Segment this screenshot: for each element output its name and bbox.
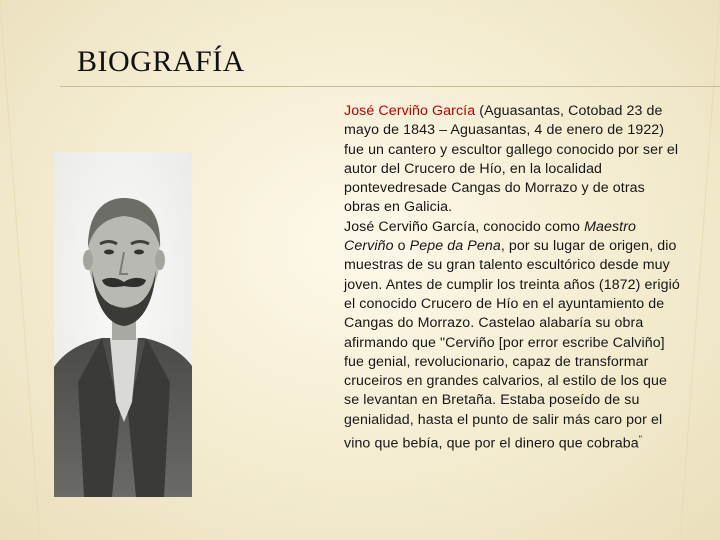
nickname-pepe: Pepe da Pena [409, 238, 501, 255]
closing-quote: " [638, 434, 643, 445]
bio-paragraph-1-text: (Aguasantas, Cotobad 23 de mayo de 1843 – Aguasantas, 4 de enero de 1922) fue un cantero y escultor gallego conocido por ser el autor del Crucero de Hío, en la localidad pontevedresade Cangas do Morrazo y de otras obras en Galicia. [344, 103, 679, 216]
bio-paragraph-2-text-b: o [393, 238, 410, 255]
bio-paragraph-2-text-c: , por su lugar de origen, dio muestras de su gran talento escultórico desde muy joven. Antes de cumplir los treinta años (1872) erigió el conocido Crucero de Hío en el ayuntamiento de Cangas do Morrazo. Castelao alabaría su obra afirmando que "Cerviño [por error escribe Calviño] fue genial, revolucionario, capaz de transformar cruceiros en grandes calvarios, al estilo de los que se levantan en Bretaña. Estaba poseído de su genialidad, hasta el punto de salir más caro por el vino que bebía, que por el dinero que cobraba [344, 238, 680, 452]
nickname-maestro: Maestro Cerviño [344, 218, 637, 255]
bio-paragraph-2 [344, 218, 684, 454]
decorative-line [680, 0, 720, 540]
title-divider [60, 86, 720, 87]
subject-name: José Cerviño García [344, 103, 476, 119]
biography-text [344, 102, 684, 454]
slide-title: BIOGRAFÍA [77, 45, 245, 78]
decorative-line [0, 0, 40, 540]
portrait-photo [54, 152, 192, 497]
portrait-illustration [54, 152, 192, 497]
bio-paragraph-2-text-a: José Cerviño García, conocido como [344, 218, 585, 235]
bio-paragraph-1 [344, 102, 684, 218]
